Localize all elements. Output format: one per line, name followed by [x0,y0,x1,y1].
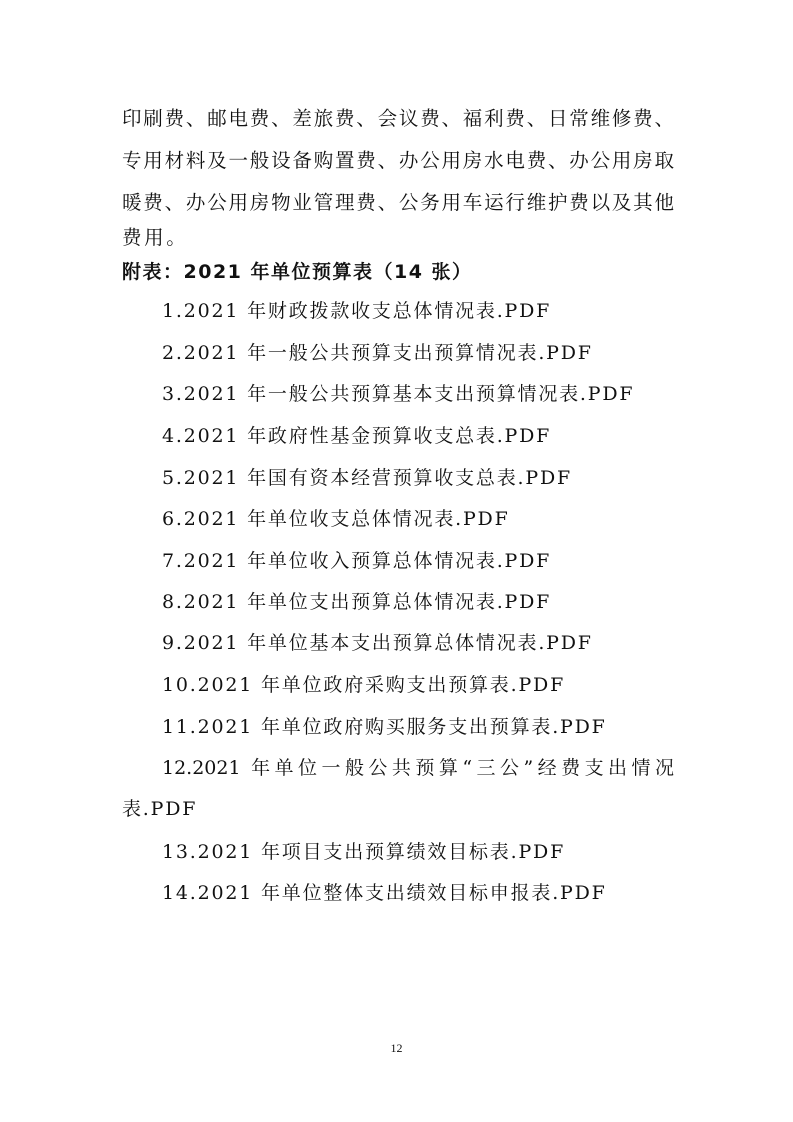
attachment-item-5: 5.2021 年国有资本经营预算收支总表.PDF [162,467,572,489]
paragraph-line-4: 费用。 [122,226,189,249]
attachment-item-9: 9.2021 年单位基本支出预算总体情况表.PDF [162,632,593,654]
page-number: 12 [390,1041,403,1055]
attachment-item-12-continuation: 表.PDF [122,798,198,820]
attachment-item-12: 12.2021 年单位一般公共预算“三公”经费支出情况 [162,757,674,779]
attachment-item-4: 4.2021 年政府性基金预算收支总表.PDF [162,425,552,447]
paragraph-line-2: 专用材料及一般设备购置费、办公用房水电费、办公用房取 [122,149,674,172]
attachment-item-13: 13.2021 年项目支出预算绩效目标表.PDF [162,841,566,863]
paragraph-line-3: 暖费、办公用房物业管理费、公务用车运行维护费以及其他 [122,191,674,214]
attachment-item-2: 2.2021 年一般公共预算支出预算情况表.PDF [162,342,593,364]
attachment-heading: 附表：2021 年单位预算表（14 张） [122,261,473,283]
attachment-item-7: 7.2021 年单位收入预算总体情况表.PDF [162,550,552,572]
paragraph-line-1: 印刷费、邮电费、差旅费、会议费、福利费、日常维修费、 [122,107,674,130]
attachment-item-6: 6.2021 年单位收支总体情况表.PDF [162,508,510,530]
attachment-item-1: 1.2021 年财政拨款收支总体情况表.PDF [162,300,552,322]
attachment-item-14: 14.2021 年单位整体支出绩效目标申报表.PDF [162,882,607,904]
attachment-item-11: 11.2021 年单位政府购买服务支出预算表.PDF [162,716,607,738]
attachment-item-8: 8.2021 年单位支出预算总体情况表.PDF [162,591,552,613]
attachment-item-3: 3.2021 年一般公共预算基本支出预算情况表.PDF [162,383,635,405]
attachment-item-10: 10.2021 年单位政府采购支出预算表.PDF [162,674,566,696]
